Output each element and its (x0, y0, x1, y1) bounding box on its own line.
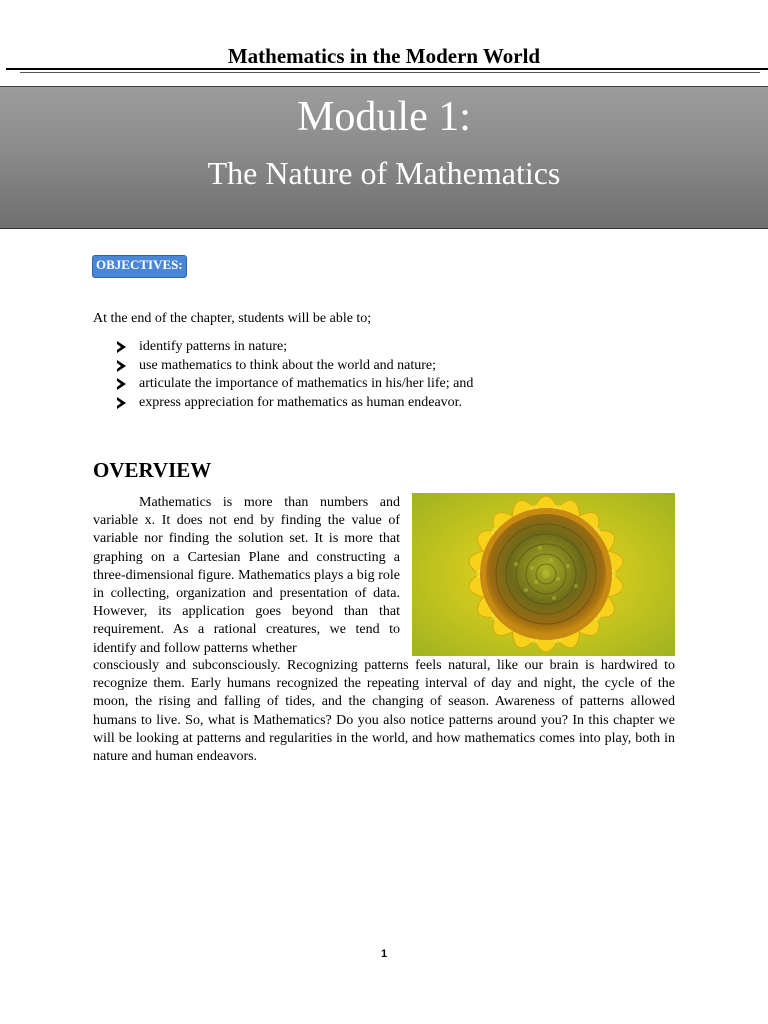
objective-text: articulate the importance of mathematics in his/her life; and (139, 376, 474, 391)
list-item (117, 338, 473, 357)
header-rule (6, 68, 768, 70)
sunflower-image (412, 493, 675, 656)
list-item (117, 394, 473, 413)
module-number: Module 1: (297, 94, 471, 140)
arrow-bullet-icon (117, 378, 126, 390)
list-item (117, 357, 473, 376)
objectives-intro: At the end of the chapter, students will be able to; (93, 311, 372, 326)
objective-text: identify patterns in nature; (139, 339, 288, 354)
module-title: The Nature of Mathematics (207, 155, 561, 191)
document-header-title: Mathematics in the Modern World (227, 44, 541, 68)
objectives-list (117, 338, 473, 412)
overview-text-part2: consciously and subconsciously. Recognizing patterns feels natural, like our brain is hardwired to recognize them. Early humans recognized the repeating interval of day and night, the cycle of the moon, the rising and falling of tides, and the changing of season. Awareness of patterns allowed humans to live. So, what is Mathematics? Do you also notice patterns around you? In this chapter we will be looking at patterns and regularities in the world, and how mathematics comes into play, both in nature and human endeavors. (93, 658, 675, 765)
sunflower-photo-icon (412, 493, 675, 656)
arrow-bullet-icon (117, 341, 126, 353)
arrow-bullet-icon (117, 360, 126, 372)
objective-text: express appreciation for mathematics as human endeavor. (139, 394, 463, 410)
header-rule-thin (20, 72, 760, 73)
objectives-badge: OBJECTIVES: (92, 255, 187, 278)
overview-text-part1: Mathematics is more than numbers and variable x. It does not end by finding the value of variable nor finding the solution set. It is more that graphing on a Cartesian Plane and constructing a three-dimensional figure. Mathematics plays a big role in collecting, organization and presentation of data. However, its application goes beyond than that requirement. As a rational creatures, we tend to identify and follow patterns whether (93, 495, 400, 656)
module-banner (0, 86, 768, 229)
arrow-bullet-icon (117, 397, 126, 409)
objective-text: use mathematics to think about the world and nature; (139, 357, 437, 373)
list-item (117, 375, 473, 394)
overview-paragraph-narrow (93, 494, 400, 658)
overview-heading: OVERVIEW (93, 458, 212, 482)
page-number: 1 (380, 948, 388, 960)
